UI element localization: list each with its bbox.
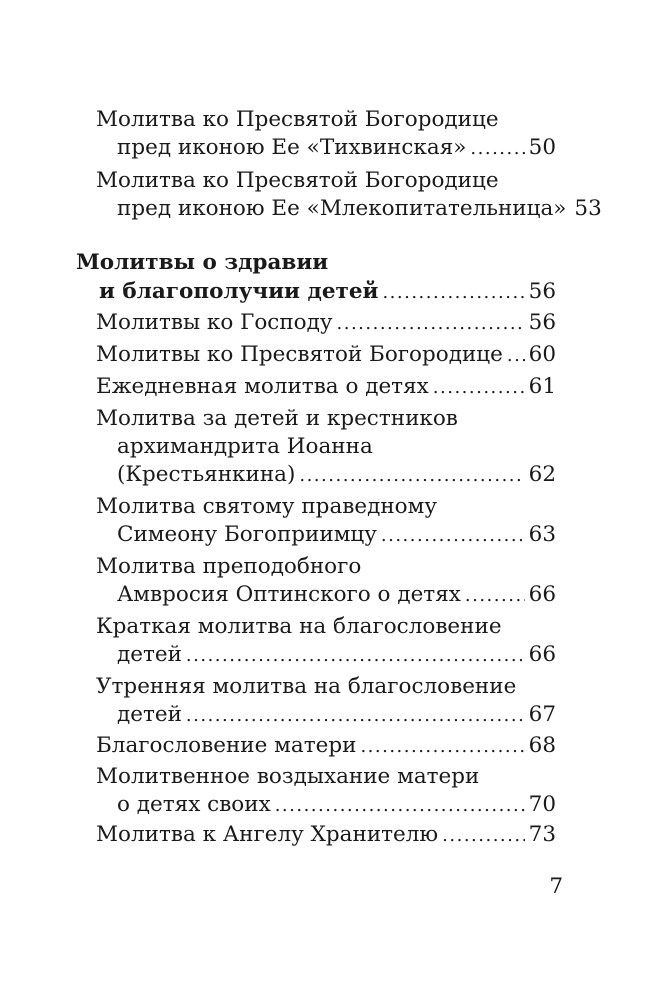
dot-leader xyxy=(337,309,525,339)
toc-entry-leader[interactable] xyxy=(117,640,556,670)
toc-entry-page: 60 xyxy=(528,342,556,367)
dot-leader xyxy=(465,581,525,611)
toc-entry-title: Ежедневная молитва о детях xyxy=(96,374,429,399)
dot-leader xyxy=(360,732,524,762)
toc-entry-title: Краткая молитва на благословение xyxy=(96,614,502,639)
toc-entry-page: 68 xyxy=(528,733,556,758)
toc-entry-leader[interactable] xyxy=(117,194,602,224)
toc-entry-page: 63 xyxy=(528,522,556,547)
toc-entry-leader[interactable] xyxy=(96,340,556,370)
toc-entry-title-cont: пред иконою Ее «Млекопитательница» xyxy=(117,196,567,221)
toc-entry-leader[interactable] xyxy=(117,790,556,820)
toc-entry-title-cont: (Крестьянкина) xyxy=(117,462,296,487)
dot-leader xyxy=(299,461,524,491)
section-heading: Молитвы о здравии xyxy=(76,250,329,275)
toc-entry-title-cont: детей xyxy=(117,642,182,667)
dot-leader xyxy=(382,278,524,308)
dot-leader xyxy=(186,701,525,731)
toc-entry-page: 62 xyxy=(528,462,556,487)
toc-entry-title: Утренняя молитва на благословение xyxy=(96,674,517,699)
toc-entry-title: Благословение матери xyxy=(96,733,357,758)
toc-entry-page: 50 xyxy=(528,135,556,160)
toc-entry-page: 56 xyxy=(528,279,556,304)
toc-entry-title-cont: о детях своих xyxy=(117,792,271,817)
toc-entry-title: Молитва святому праведному xyxy=(96,494,437,519)
toc-entry-title: Молитва ко Пресвятой Богородице xyxy=(96,168,499,193)
toc-entry-title: Молитвы ко Господу xyxy=(96,310,333,335)
toc-entry-page: 53 xyxy=(574,196,602,221)
toc-entry-page: 67 xyxy=(528,702,556,727)
toc-entry-title: Молитвы ко Пресвятой Богородице xyxy=(96,342,503,367)
toc-entry-page: 56 xyxy=(528,310,556,335)
toc-entry-page: 66 xyxy=(528,582,556,607)
dot-leader xyxy=(442,821,524,851)
toc-entry-leader[interactable] xyxy=(96,308,556,338)
dot-leader xyxy=(381,521,525,551)
toc-entry-title: Молитвенное воздыхание матери xyxy=(96,764,480,789)
toc-entry-page: 70 xyxy=(528,792,556,817)
toc-entry-leader[interactable] xyxy=(117,460,556,490)
dot-leader xyxy=(433,373,525,403)
toc-entry-leader[interactable] xyxy=(96,731,556,761)
toc-entry-title: Молитва преподобного xyxy=(96,554,362,579)
toc-entry-title-cont: архимандрита Иоанна xyxy=(117,434,373,459)
toc-entry-page: 73 xyxy=(528,822,556,847)
toc-entry-title: Молитва за детей и крестников xyxy=(96,406,458,431)
page-number: 7 xyxy=(549,874,563,899)
toc-entry-leader[interactable] xyxy=(117,133,556,163)
toc-entry-title: Молитва ко Пресвятой Богородице xyxy=(96,107,499,132)
dot-leader xyxy=(470,134,524,164)
toc-entry-title-cont: Симеону Богоприимцу xyxy=(117,522,377,547)
section-heading-cont: и благополучии детей xyxy=(99,279,379,304)
toc-entry-page: 61 xyxy=(528,374,556,399)
toc-entry-title-cont: пред иконою Ее «Тихвинская» xyxy=(117,135,467,160)
toc-entry-title-cont: детей xyxy=(117,702,182,727)
toc-entry-title-cont: Амвросия Оптинского о детях xyxy=(117,582,461,607)
dot-leader xyxy=(275,791,525,821)
toc-entry-leader[interactable] xyxy=(117,580,556,610)
toc-entry-leader[interactable] xyxy=(96,820,556,850)
toc-entry-leader[interactable] xyxy=(117,520,556,550)
toc-entry-title: Молитва к Ангелу Хранителю xyxy=(96,822,439,847)
section-heading-leader[interactable] xyxy=(99,277,556,307)
toc-entry-leader[interactable] xyxy=(96,372,556,402)
dot-leader xyxy=(507,341,525,371)
toc-entry-page: 66 xyxy=(528,642,556,667)
toc-entry-leader[interactable] xyxy=(117,700,556,730)
dot-leader xyxy=(186,641,525,671)
